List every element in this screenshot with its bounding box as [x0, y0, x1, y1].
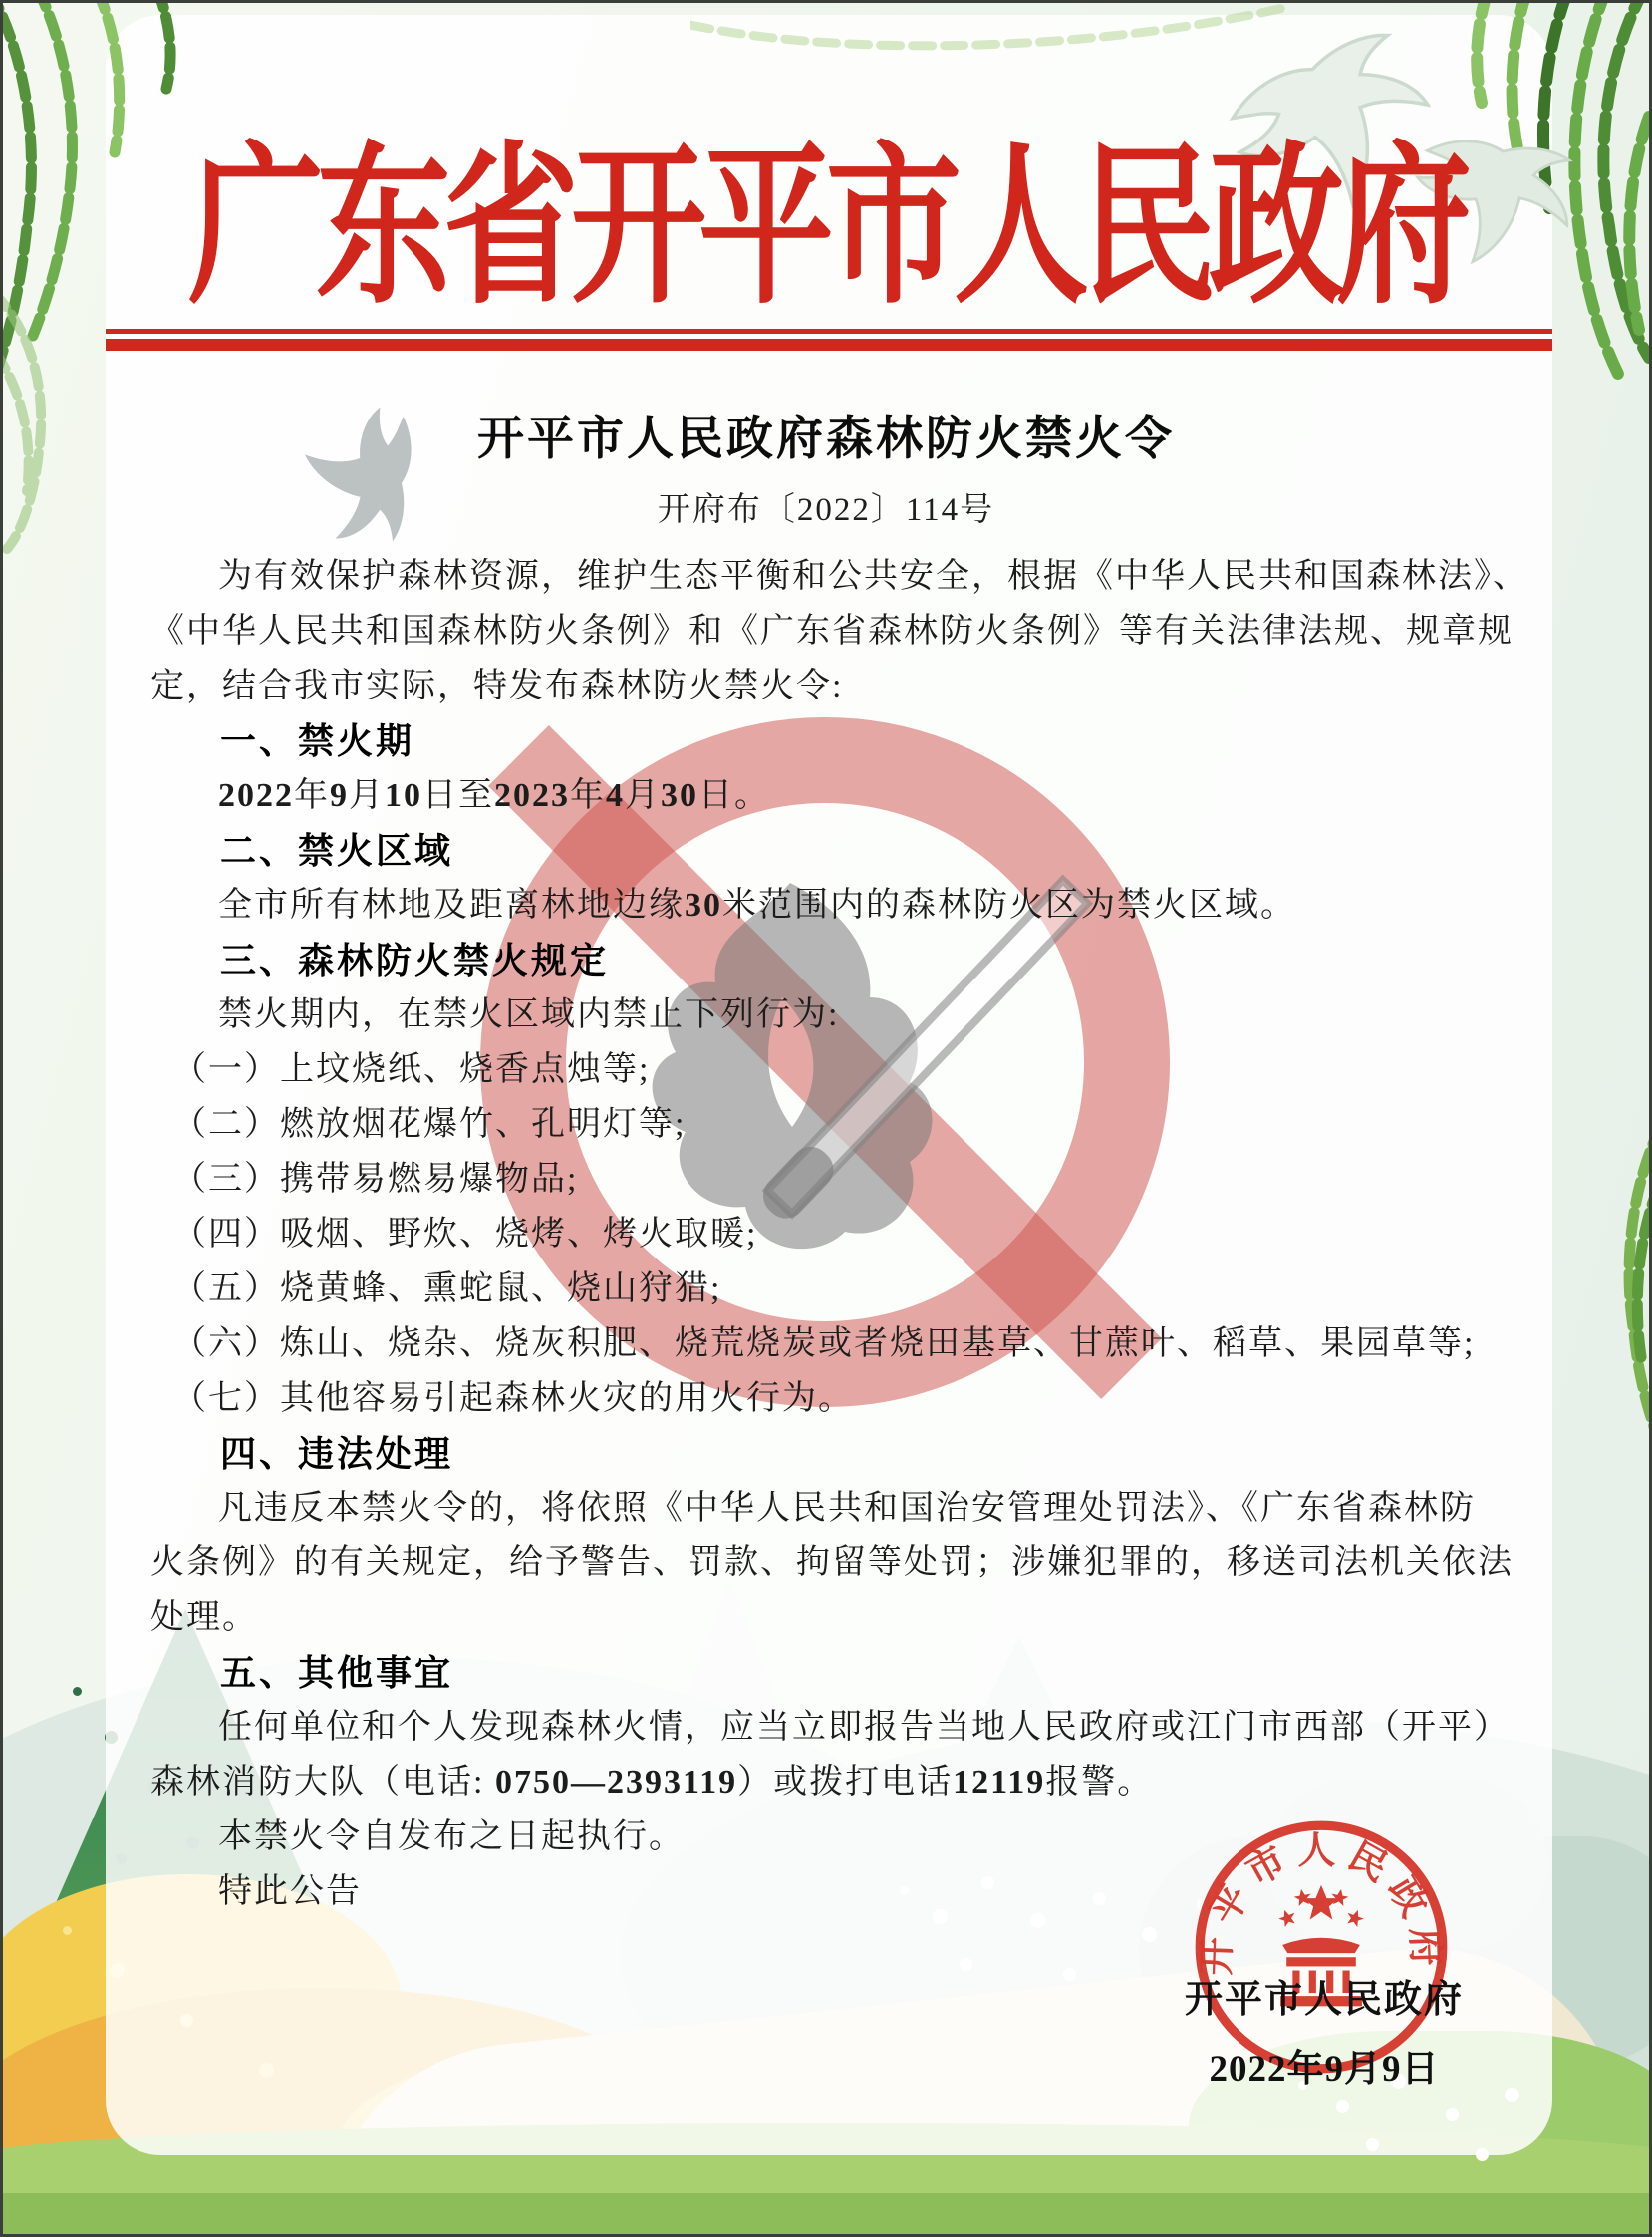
banner-rule-thick — [106, 339, 1552, 351]
body-line: 禁火期内，在禁火区域内禁止下列行为: — [218, 996, 840, 1033]
body-line: （七）其他容易引起森林火灾的用火行为。 — [172, 1380, 854, 1417]
body-line: （四）吸烟、野炊、烧烤、烤火取暖; — [172, 1216, 758, 1253]
grass-band-dark — [3, 2193, 1652, 2237]
bush-speckles — [63, 1926, 72, 1935]
section-heading: 四、违法处理 — [220, 1433, 454, 1474]
willow-leaves-icon — [1542, 1124, 1652, 1453]
banner-title: 广东省开平市人民政府 — [188, 133, 1464, 325]
body-line: （五）烧黄蜂、熏蛇鼠、烧山狩猎; — [172, 1270, 722, 1307]
body-line: 处理。 — [150, 1599, 258, 1636]
body-lines — [150, 549, 1528, 1919]
section-heading: 二、禁火区域 — [220, 830, 454, 871]
body-line: （六）炼山、烧杂、烧灰积肥、烧荒烧炭或者烧田基草、甘蔗叶、稻草、果园草等; — [172, 1325, 1476, 1362]
body-line: （一）上坟烧纸、烧香点烛等; — [172, 1051, 651, 1088]
body-line: 森林消防大队（电话: 0750—2393119）或拨打电话12119报警。 — [150, 1764, 1154, 1801]
signature-organization: 开平市人民政府 — [1184, 1979, 1464, 2021]
body-line: （二）燃放烟花爆竹、孔明灯等; — [172, 1106, 687, 1143]
body-line: 定，结合我市实际，特发布森林防火禁火令: — [150, 668, 844, 704]
section-heading: 五、其他事宜 — [220, 1652, 454, 1693]
body-line: 为有效保护森林资源，维护生态平衡和公共安全，根据《中华人民共和国森林法》、 — [218, 558, 1528, 595]
body-line: 本禁火令自发布之日起执行。 — [218, 1818, 685, 1855]
document-title: 开平市人民政府森林防火禁火令 — [477, 412, 1175, 464]
seal-ring-text: 开平市人民政府 — [1196, 1830, 1447, 1976]
willow-leaves-icon — [690, 0, 1288, 79]
body-line: 2022年9月10日至2023年4月30日。 — [218, 777, 770, 814]
section-heading: 三、森林防火禁火规定 — [220, 940, 610, 980]
body-line: 任何单位和个人发现森林火情，应当立即报告当地人民政府或江门市西部（开平） — [218, 1709, 1510, 1746]
body-line: 火条例》的有关规定，给予警告、罚款、拘留等处罚；涉嫌犯罪的，移送司法机关依法 — [150, 1544, 1514, 1581]
body-line: 凡违反本禁火令的，将依照《中华人民共和国治安管理处罚法》、《广东省森林防 — [218, 1490, 1476, 1527]
banner-rule-thin — [106, 329, 1552, 334]
document-number: 开府布〔2022〕114号 — [657, 492, 995, 528]
tree-speckles — [73, 1687, 82, 1696]
signature-date: 2022年9月9日 — [1209, 2049, 1440, 2090]
section-heading: 一、禁火期 — [220, 720, 415, 761]
body-line: 《中华人民共和国森林防火条例》和《广东省森林防火条例》等有关法律法规、规章规 — [150, 613, 1514, 650]
body-line: （三）携带易燃易爆物品; — [172, 1161, 579, 1198]
body-line: 全市所有林地及距离林地边缘30米范围内的森林防火区为禁火区域。 — [218, 887, 1296, 924]
body-line: 特此公告 — [218, 1873, 362, 1910]
